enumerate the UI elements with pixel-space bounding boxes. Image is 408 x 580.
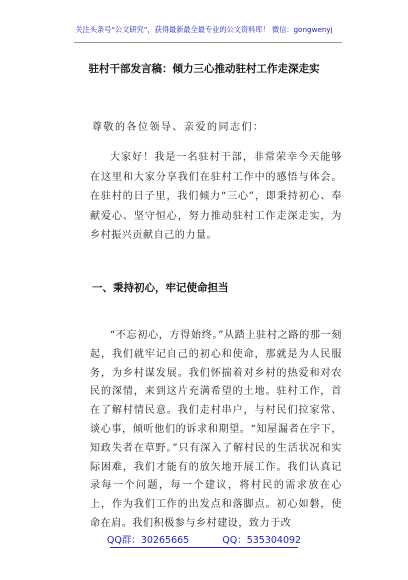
- salutation: 尊敬的各位领导、亲爱的同志们：: [92, 122, 265, 133]
- header-note: 关注头条号“公文研究”，获得最新最全最专业的公文资料库！ 微信：gongwenyj: [75, 25, 333, 34]
- section-heading: 一、秉持初心，牢记使命担当: [92, 282, 229, 294]
- footer-underline: [110, 547, 298, 548]
- intro-paragraph: 大家好！我是一名驻村干部，非常荣幸今天能够在这里和大家分享我们在驻村工作中的感悟与体会。在驻村的日子里，我们倾力“三心”，即秉持初心、奉献爱心、坚守恒心，努力推动驻村工作走深走实，为乡村振兴贡献自己的力量。: [90, 152, 342, 241]
- footer-contacts: [0, 532, 408, 546]
- document-title: 驻村干部发言稿：倾力三心推动驻村工作走深走实: [88, 63, 320, 75]
- section-paragraph: “不忘初心，方得始终。”从踏上驻村之路的那一刻起，我们就牢记自己的初心和使命，那就是为人民服务，为乡村谋发展。我们怀揣着对乡村的热爱和对农民的深情，来到这片充满希望的土地。驻村工作，首在了解村情民意。我们走村串户，与村民们拉家常、谈心事，倾听他们的诉求和期望。“知屋漏者在宇下，知政失者在草野。”只有深入了解村民的生活状况和实际困难，我们才能有的放矢地开展工作。我们认真记录每一个问题，每一个建议，将村民的需求放在心上，作为我们工作的出发点和落脚点。初心如磐，使命在肩。我们积极参与乡村建设，致力于改: [90, 330, 342, 529]
- footer-qq-group: QQ群：30265665: [106, 535, 190, 546]
- footer-qq: QQ：535304092: [222, 535, 302, 546]
- header-divider: [74, 42, 342, 43]
